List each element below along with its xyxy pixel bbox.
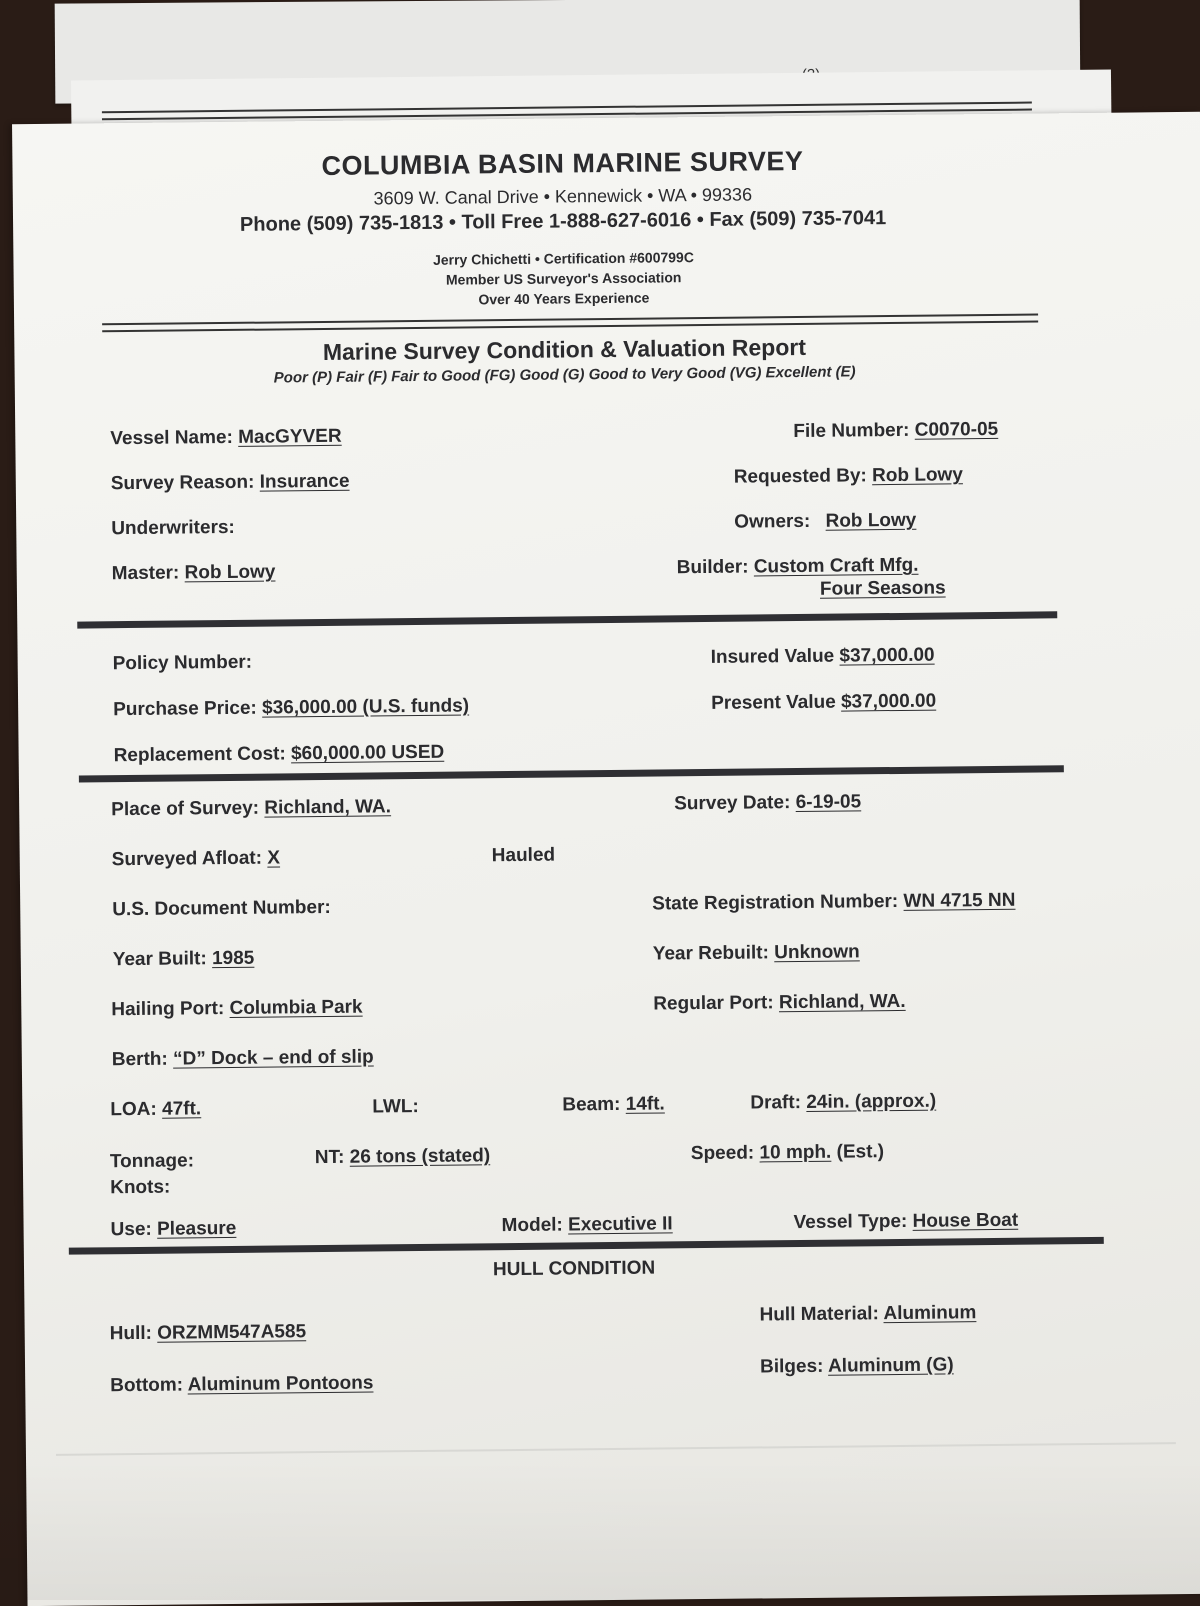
- owners-value: Rob Lowy: [825, 509, 917, 532]
- draft-field: [750, 1091, 936, 1115]
- use-label: Use:: [110, 1218, 152, 1241]
- us-document-number-field: [112, 897, 331, 921]
- hull-material-field: [759, 1302, 976, 1326]
- nt-label: NT:: [314, 1146, 345, 1169]
- company-address: 3609 W. Canal Drive • Kennewick • WA • 99336: [373, 184, 753, 209]
- survey-reason-value: Insurance: [259, 470, 350, 493]
- purchase-price-label: Purchase Price:: [113, 697, 257, 721]
- speed-label: Speed:: [690, 1142, 755, 1165]
- loa-label: LOA:: [110, 1098, 157, 1121]
- vessel-name-field: [110, 426, 342, 450]
- survey-date-label: Survey Date:: [674, 792, 791, 815]
- lower-sheet-shade: [0, 1460, 1200, 1600]
- builder-value-line-1: Custom Craft Mfg.: [753, 554, 919, 578]
- bottom-value: Aluminum Pontoons: [187, 1372, 374, 1396]
- year-built-value: 1985: [211, 947, 255, 970]
- vessel-name-value: MacGYVER: [238, 425, 342, 448]
- hull-label: Hull:: [109, 1322, 153, 1345]
- bilges-field: [760, 1354, 954, 1378]
- builder-label: Builder:: [676, 556, 749, 579]
- policy-number-label: Policy Number:: [112, 651, 253, 675]
- header-bottom-rule: [102, 313, 1038, 332]
- requested-by-field: [734, 464, 963, 488]
- bottom-label: Bottom:: [110, 1374, 184, 1397]
- year-built-field: [113, 948, 255, 971]
- survey-report-page: [12, 112, 1200, 1606]
- surveyor-experience: Over 40 Years Experience: [478, 289, 650, 308]
- bilges-label: Bilges:: [759, 1355, 824, 1378]
- state-registration-label: State Registration Number:: [652, 890, 899, 915]
- bottom-field: [110, 1373, 373, 1398]
- vessel-type-label: Vessel Type:: [793, 1210, 908, 1234]
- survey-reason-label: Survey Reason:: [110, 471, 255, 495]
- beam-field: [562, 1093, 665, 1116]
- speed-field: [691, 1141, 884, 1165]
- knots-label: Knots:: [110, 1176, 171, 1199]
- requested-by-value: Rob Lowy: [871, 464, 963, 487]
- berth-field: [112, 1046, 374, 1071]
- bilges-value: Aluminum (G): [827, 1354, 954, 1377]
- draft-label: Draft:: [750, 1092, 802, 1114]
- vessel-type-field: [793, 1210, 1018, 1234]
- purchase-price-field: [113, 695, 469, 721]
- replacement-cost-value: $60,000.00 USED: [290, 741, 445, 765]
- insured-value-value: $37,000.00: [839, 644, 935, 667]
- survey-reason-field: [111, 471, 350, 495]
- regular-port-field: [653, 991, 906, 1016]
- section-divider-2: [79, 765, 1064, 782]
- present-value-value: $37,000.00: [840, 690, 937, 713]
- page-bottom-edge: [56, 1442, 1176, 1456]
- use-value: Pleasure: [156, 1217, 237, 1240]
- year-rebuilt-value: Unknown: [774, 941, 860, 964]
- model-value: Executive II: [567, 1213, 673, 1236]
- loa-field: [110, 1098, 201, 1121]
- lwl-field: [372, 1096, 419, 1118]
- hull-material-value: Aluminum: [883, 1302, 977, 1325]
- builder-field-line-2: [820, 577, 946, 600]
- beam-label: Beam:: [562, 1093, 621, 1116]
- surveyed-afloat-label: Surveyed Afloat:: [111, 847, 263, 871]
- owners-label: Owners:: [734, 510, 811, 533]
- report-title: Marine Survey Condition & Valuation Report: [322, 333, 807, 365]
- us-document-number-label: U.S. Document Number:: [112, 896, 331, 921]
- master-value: Rob Lowy: [184, 561, 276, 584]
- loa-value: 47ft.: [161, 1098, 202, 1120]
- vessel-type-value: House Boat: [912, 1209, 1019, 1232]
- vessel-name-label: Vessel Name:: [110, 426, 233, 450]
- underwriters-field: [111, 517, 235, 540]
- replacement-cost-field: [114, 742, 445, 767]
- year-built-label: Year Built:: [112, 948, 207, 971]
- berth-value: “D” Dock – end of slip: [172, 1046, 374, 1070]
- requested-by-label: Requested By:: [733, 465, 867, 488]
- purchase-price-value: $36,000.00 (U.S. funds): [261, 695, 470, 719]
- beam-value: 14ft.: [625, 1093, 665, 1115]
- use-field: [111, 1218, 237, 1241]
- model-label: Model:: [501, 1214, 563, 1237]
- owners-field: [734, 510, 916, 534]
- section-divider-1: [77, 611, 1057, 628]
- hull-material-label: Hull Material:: [759, 1303, 879, 1326]
- hull-field: [110, 1321, 307, 1345]
- knots-field: [110, 1177, 170, 1200]
- hauled-field: [492, 845, 556, 868]
- condition-legend: Poor (P) Fair (F) Fair to Good (FG) Good (G) Good to Very Good (VG) Excellent (E): [273, 363, 856, 387]
- state-registration-field: [652, 890, 1015, 916]
- master-label: Master:: [111, 562, 180, 585]
- hailing-port-field: [111, 997, 362, 1022]
- tonnage-field: [110, 1150, 194, 1173]
- lwl-label: LWL:: [372, 1096, 419, 1118]
- surveyor-certification: Jerry Chichetti • Certification #600799C: [432, 249, 694, 268]
- tonnage-label: Tonnage:: [109, 1150, 195, 1173]
- hull-value: ORZMM547A585: [157, 1321, 307, 1344]
- surveyor-membership: Member US Surveyor's Association: [445, 269, 682, 288]
- regular-port-label: Regular Port:: [653, 992, 774, 1015]
- present-value-label: Present Value: [711, 691, 836, 714]
- hull-condition-heading: HULL CONDITION: [492, 1257, 656, 1281]
- policy-number-field: [113, 652, 253, 675]
- surveyed-afloat-field: [112, 847, 280, 871]
- underwriters-label: Underwriters:: [111, 516, 235, 540]
- year-rebuilt-label: Year Rebuilt:: [652, 942, 770, 965]
- builder-field: [677, 555, 919, 580]
- berth-label: Berth:: [111, 1048, 168, 1071]
- survey-date-field: [674, 791, 861, 815]
- model-field: [501, 1213, 672, 1237]
- nt-value: 26 tons (stated): [349, 1145, 491, 1168]
- regular-port-value: Richland, WA.: [778, 990, 906, 1014]
- state-registration-value: WN 4715 NN: [903, 889, 1016, 912]
- surveyed-afloat-value: X: [267, 847, 281, 869]
- hailing-port-label: Hailing Port:: [111, 998, 225, 1021]
- place-of-survey-field: [111, 796, 391, 821]
- draft-value: 24in. (approx.): [806, 1090, 937, 1113]
- replacement-cost-label: Replacement Cost:: [113, 743, 286, 767]
- place-of-survey-label: Place of Survey:: [111, 797, 260, 821]
- place-of-survey-value: Richland, WA.: [264, 796, 392, 819]
- file-number-value: C0070-05: [914, 418, 999, 441]
- insured-value-label: Insured Value: [710, 645, 835, 668]
- master-field: [112, 561, 276, 585]
- company-name: COLUMBIA BASIN MARINE SURVEY: [321, 145, 804, 181]
- company-phones: Phone (509) 735-1813 • Toll Free 1-888-627-6016 • Fax (509) 735-7041: [239, 207, 887, 236]
- speed-note: (Est.): [836, 1141, 885, 1163]
- hailing-port-value: Columbia Park: [229, 996, 363, 1019]
- file-number-label: File Number:: [793, 419, 910, 443]
- builder-value-line-2: Four Seasons: [819, 577, 946, 600]
- hauled-label: Hauled: [491, 844, 556, 867]
- speed-value: 10 mph.: [759, 1141, 832, 1164]
- nt-field: [315, 1145, 490, 1169]
- year-rebuilt-field: [653, 941, 860, 965]
- survey-date-value: 6-19-05: [795, 791, 862, 814]
- present-value-field: [711, 691, 936, 715]
- insured-value-field: [711, 645, 935, 669]
- file-number-field: [793, 419, 998, 443]
